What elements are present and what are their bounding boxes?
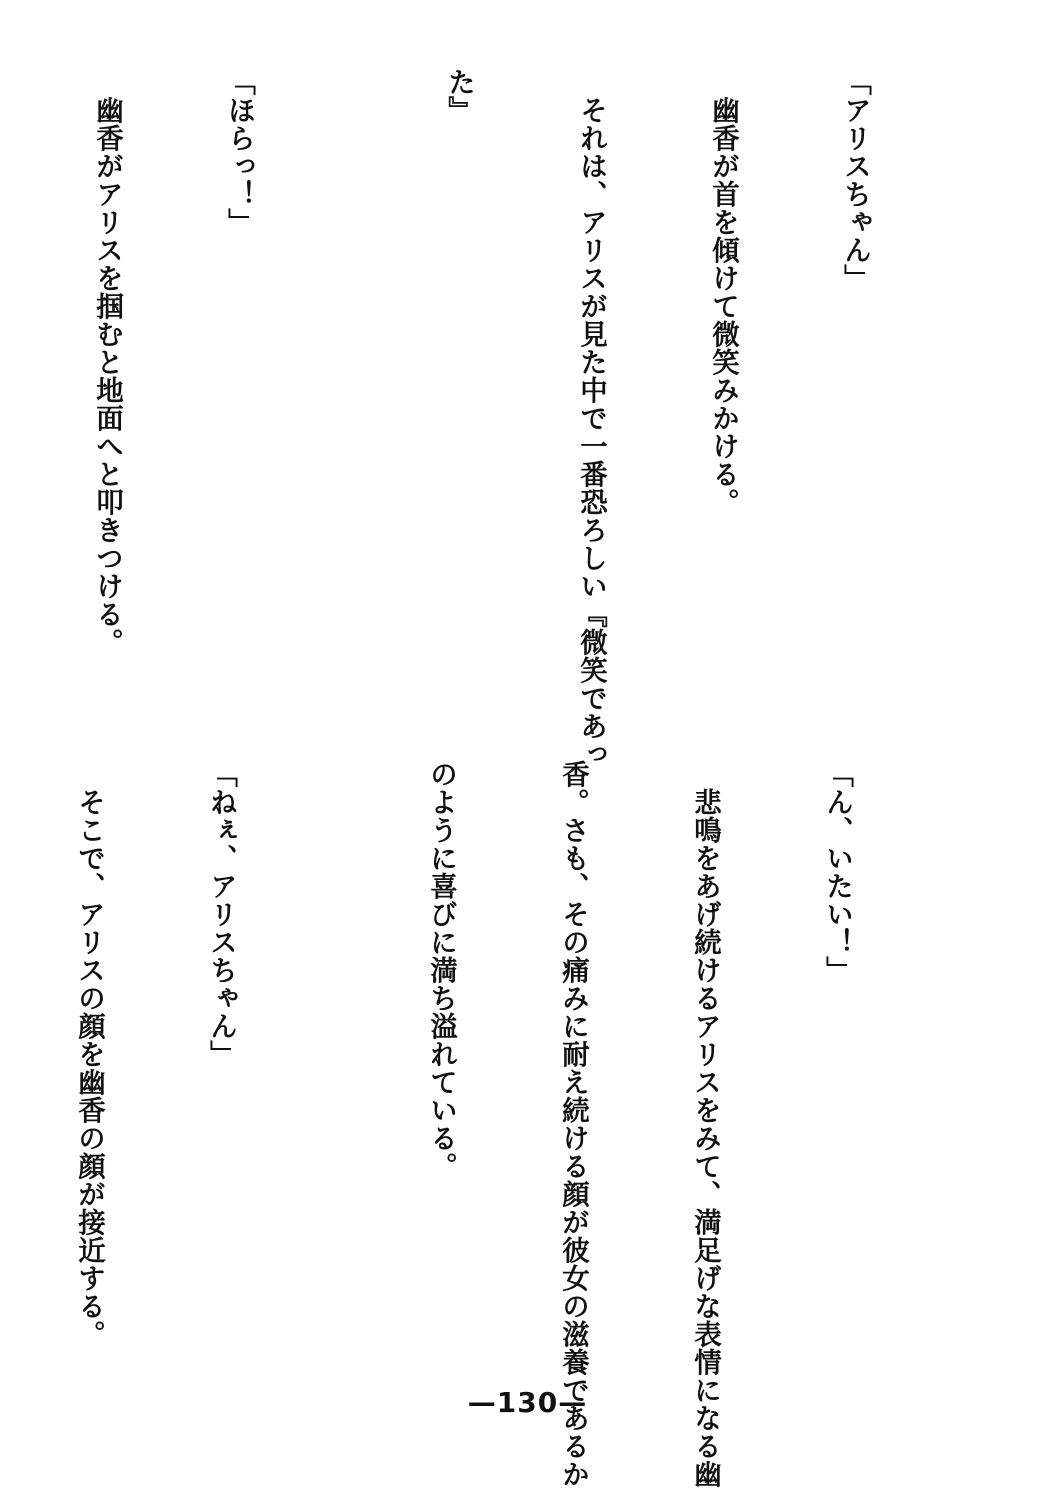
text-line: た』 [443, 68, 475, 124]
text-line: 「ねぇ、アリスちゃん」 [205, 760, 237, 1068]
text-line: そこで、アリスの顔を幽香の顔が接近する。 [73, 760, 105, 1348]
text-line: 幽香がアリスを掴むと地面へと叩きつける。 [91, 68, 123, 656]
text-line: 香。さも、その痛みに耐え続ける顔が彼女の滋養であるか [557, 760, 589, 1488]
page-number: —130— [467, 1386, 588, 1419]
text-column-top [0, 68, 965, 768]
text-line: 悲鳴をあげ続けるアリスをみて、満足げな表情になる幽 [689, 760, 721, 1488]
text-line: 「ん、いたい！」 [821, 760, 853, 984]
text-line: 「アリスちゃん」 [839, 68, 871, 292]
text-line: それは、アリスが見た中で一番恐ろしい『微笑であっ [575, 68, 607, 768]
text-line: 「ほらっ！」 [223, 68, 255, 236]
text-line: 幽香が首を傾けて微笑みかける。 [707, 68, 739, 516]
text-line: のように喜びに満ち溢れている。 [425, 760, 457, 1180]
